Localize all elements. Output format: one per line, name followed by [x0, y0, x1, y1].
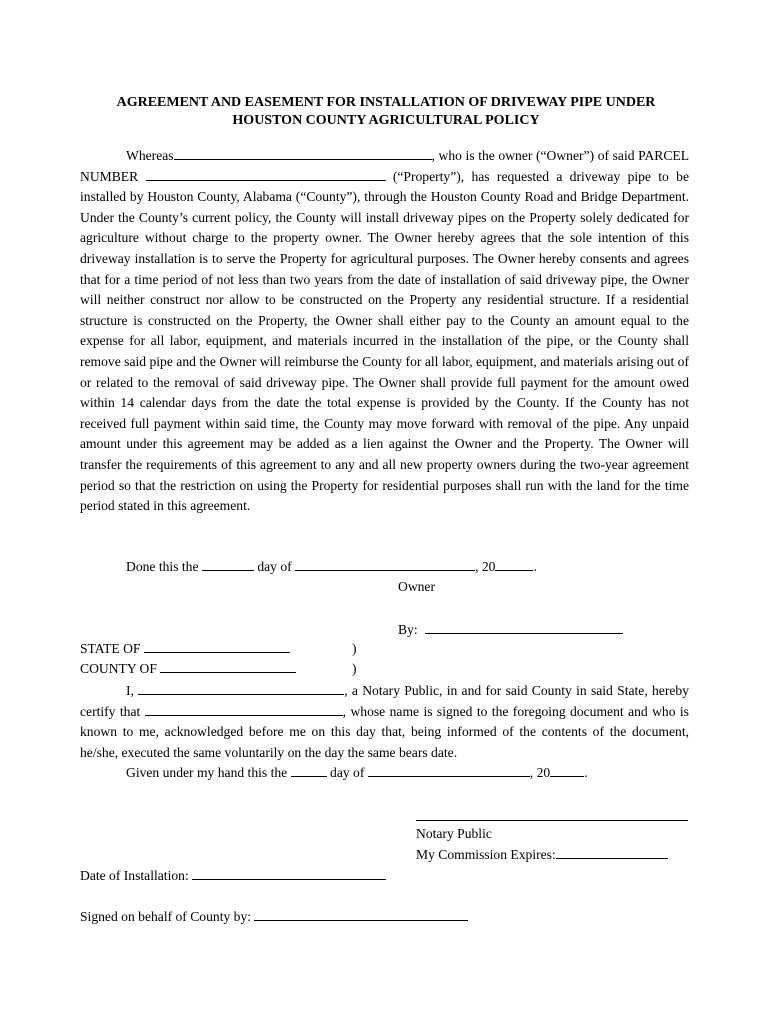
notary-signature-line[interactable]	[416, 820, 688, 821]
installation-date-line	[80, 867, 386, 885]
by-line	[398, 621, 623, 639]
whereas-label: Whereas	[126, 148, 174, 163]
county-signature-line	[80, 908, 468, 926]
county-of-line	[80, 660, 296, 678]
given-day-of-label: day of	[330, 765, 365, 780]
given-month-field[interactable]	[368, 764, 530, 777]
commission-expires-label: My Commission Expires:	[416, 847, 556, 862]
county-of-label: COUNTY OF	[80, 661, 157, 676]
installation-date-field[interactable]	[192, 867, 386, 880]
given-year-field[interactable]	[550, 764, 584, 777]
document-title	[80, 94, 692, 130]
notary-clause-1: , a Notary Public, in and for said County in said State, hereby certify that	[80, 683, 689, 719]
county-paren: )	[352, 661, 357, 676]
commission-expires-field[interactable]	[556, 846, 668, 859]
given-under-label: Given under my hand this the	[126, 765, 288, 780]
done-month-field[interactable]	[295, 558, 475, 571]
done-year-prefix: , 20	[475, 559, 496, 574]
done-period: .	[533, 559, 537, 574]
agreement-body	[80, 146, 689, 517]
done-day-field[interactable]	[202, 558, 254, 571]
done-this-label: Done this the	[126, 559, 199, 574]
owner-signature-field[interactable]	[425, 621, 623, 634]
installation-date-label: Date of Installation:	[80, 868, 189, 883]
parcel-label: PARCEL NUMBER	[80, 148, 690, 184]
owner-name-field[interactable]	[174, 147, 432, 160]
owner-clause: , who is the owner (“Owner”) of said	[431, 148, 635, 163]
county-signature-label: Signed on behalf of County by:	[80, 909, 252, 924]
state-paren: )	[352, 641, 357, 656]
given-year-prefix: , 20	[529, 765, 551, 780]
title-line-1: AGREEMENT AND EASEMENT FOR INSTALLATION OF DRIVEWAY PIPE UNDER	[116, 95, 656, 110]
state-of-line	[80, 640, 290, 658]
agreement-text: (“Property”), has requested a driveway pipe to be installed by Houston County, Alabama (“County”), through the Houston County Road and Bridge Department. Under the County’s current policy, the County will install driveway pipes on the Property solely dedicated for agriculture without charge to the property owner. The Owner hereby agrees that the sole intention of this driveway installation is to serve the Property for agricultural purposes. The Owner hereby consents and agrees that for a time period of not less than two years from the date of installation of said driveway pipe, the Owner will neither construct nor allow to be constructed on the Property any residential structure. If a residential structure is constructed on the Property, the Owner shall either pay to the County an amount equal to the expense for all labor, equipment, and materials incurred in the installation of the pipe, or the County shall remove said pipe and the Owner will reimburse the County for all labor, equipment, and materials arising out of or related to the removal of said driveway pipe. The Owner shall provide full payment for the amount owed within 14 calendar days from the date the total expense is provided by the County. If the County has not received full payment within said time, the County may move forward with removal of the pipe. Any unpaid amount under this agreement may be added as a lien against the Owner and the Property. The Owner will transfer the requirements of this agreement to any and all new property owners during the two-year agreement period so that the restriction on using the Property for residential purposes shall run with the land for the time period stated in this agreement.	[80, 168, 690, 514]
given-under-line	[126, 764, 588, 782]
title-line-2: HOUSTON COUNTY AGRICULTURAL POLICY	[232, 113, 540, 128]
notary-name-field[interactable]	[138, 682, 344, 695]
owner-label: Owner	[398, 579, 435, 594]
notary-clause-2: , whose name is signed to the foregoing document and who is known to me, acknowledged before me on this day that, being informed of the contents of the document, he/she, executed the same voluntarily on the day the same bears date.	[80, 703, 689, 760]
given-day-field[interactable]	[291, 764, 327, 777]
commission-line	[416, 846, 668, 864]
notary-public-label: Notary Public	[416, 826, 492, 841]
given-period: .	[584, 765, 588, 780]
county-signature-field[interactable]	[254, 908, 468, 921]
state-of-label: STATE OF	[80, 641, 141, 656]
notary-i: I,	[126, 683, 134, 698]
done-day-of-label: day of	[257, 559, 292, 574]
by-label: By:	[398, 622, 418, 637]
notary-certificate	[80, 681, 689, 763]
county-field[interactable]	[160, 660, 296, 673]
done-year-field[interactable]	[495, 558, 533, 571]
done-this-line	[126, 558, 537, 576]
state-field[interactable]	[144, 640, 290, 653]
certified-person-field[interactable]	[145, 703, 343, 716]
parcel-number-field[interactable]	[146, 168, 386, 181]
